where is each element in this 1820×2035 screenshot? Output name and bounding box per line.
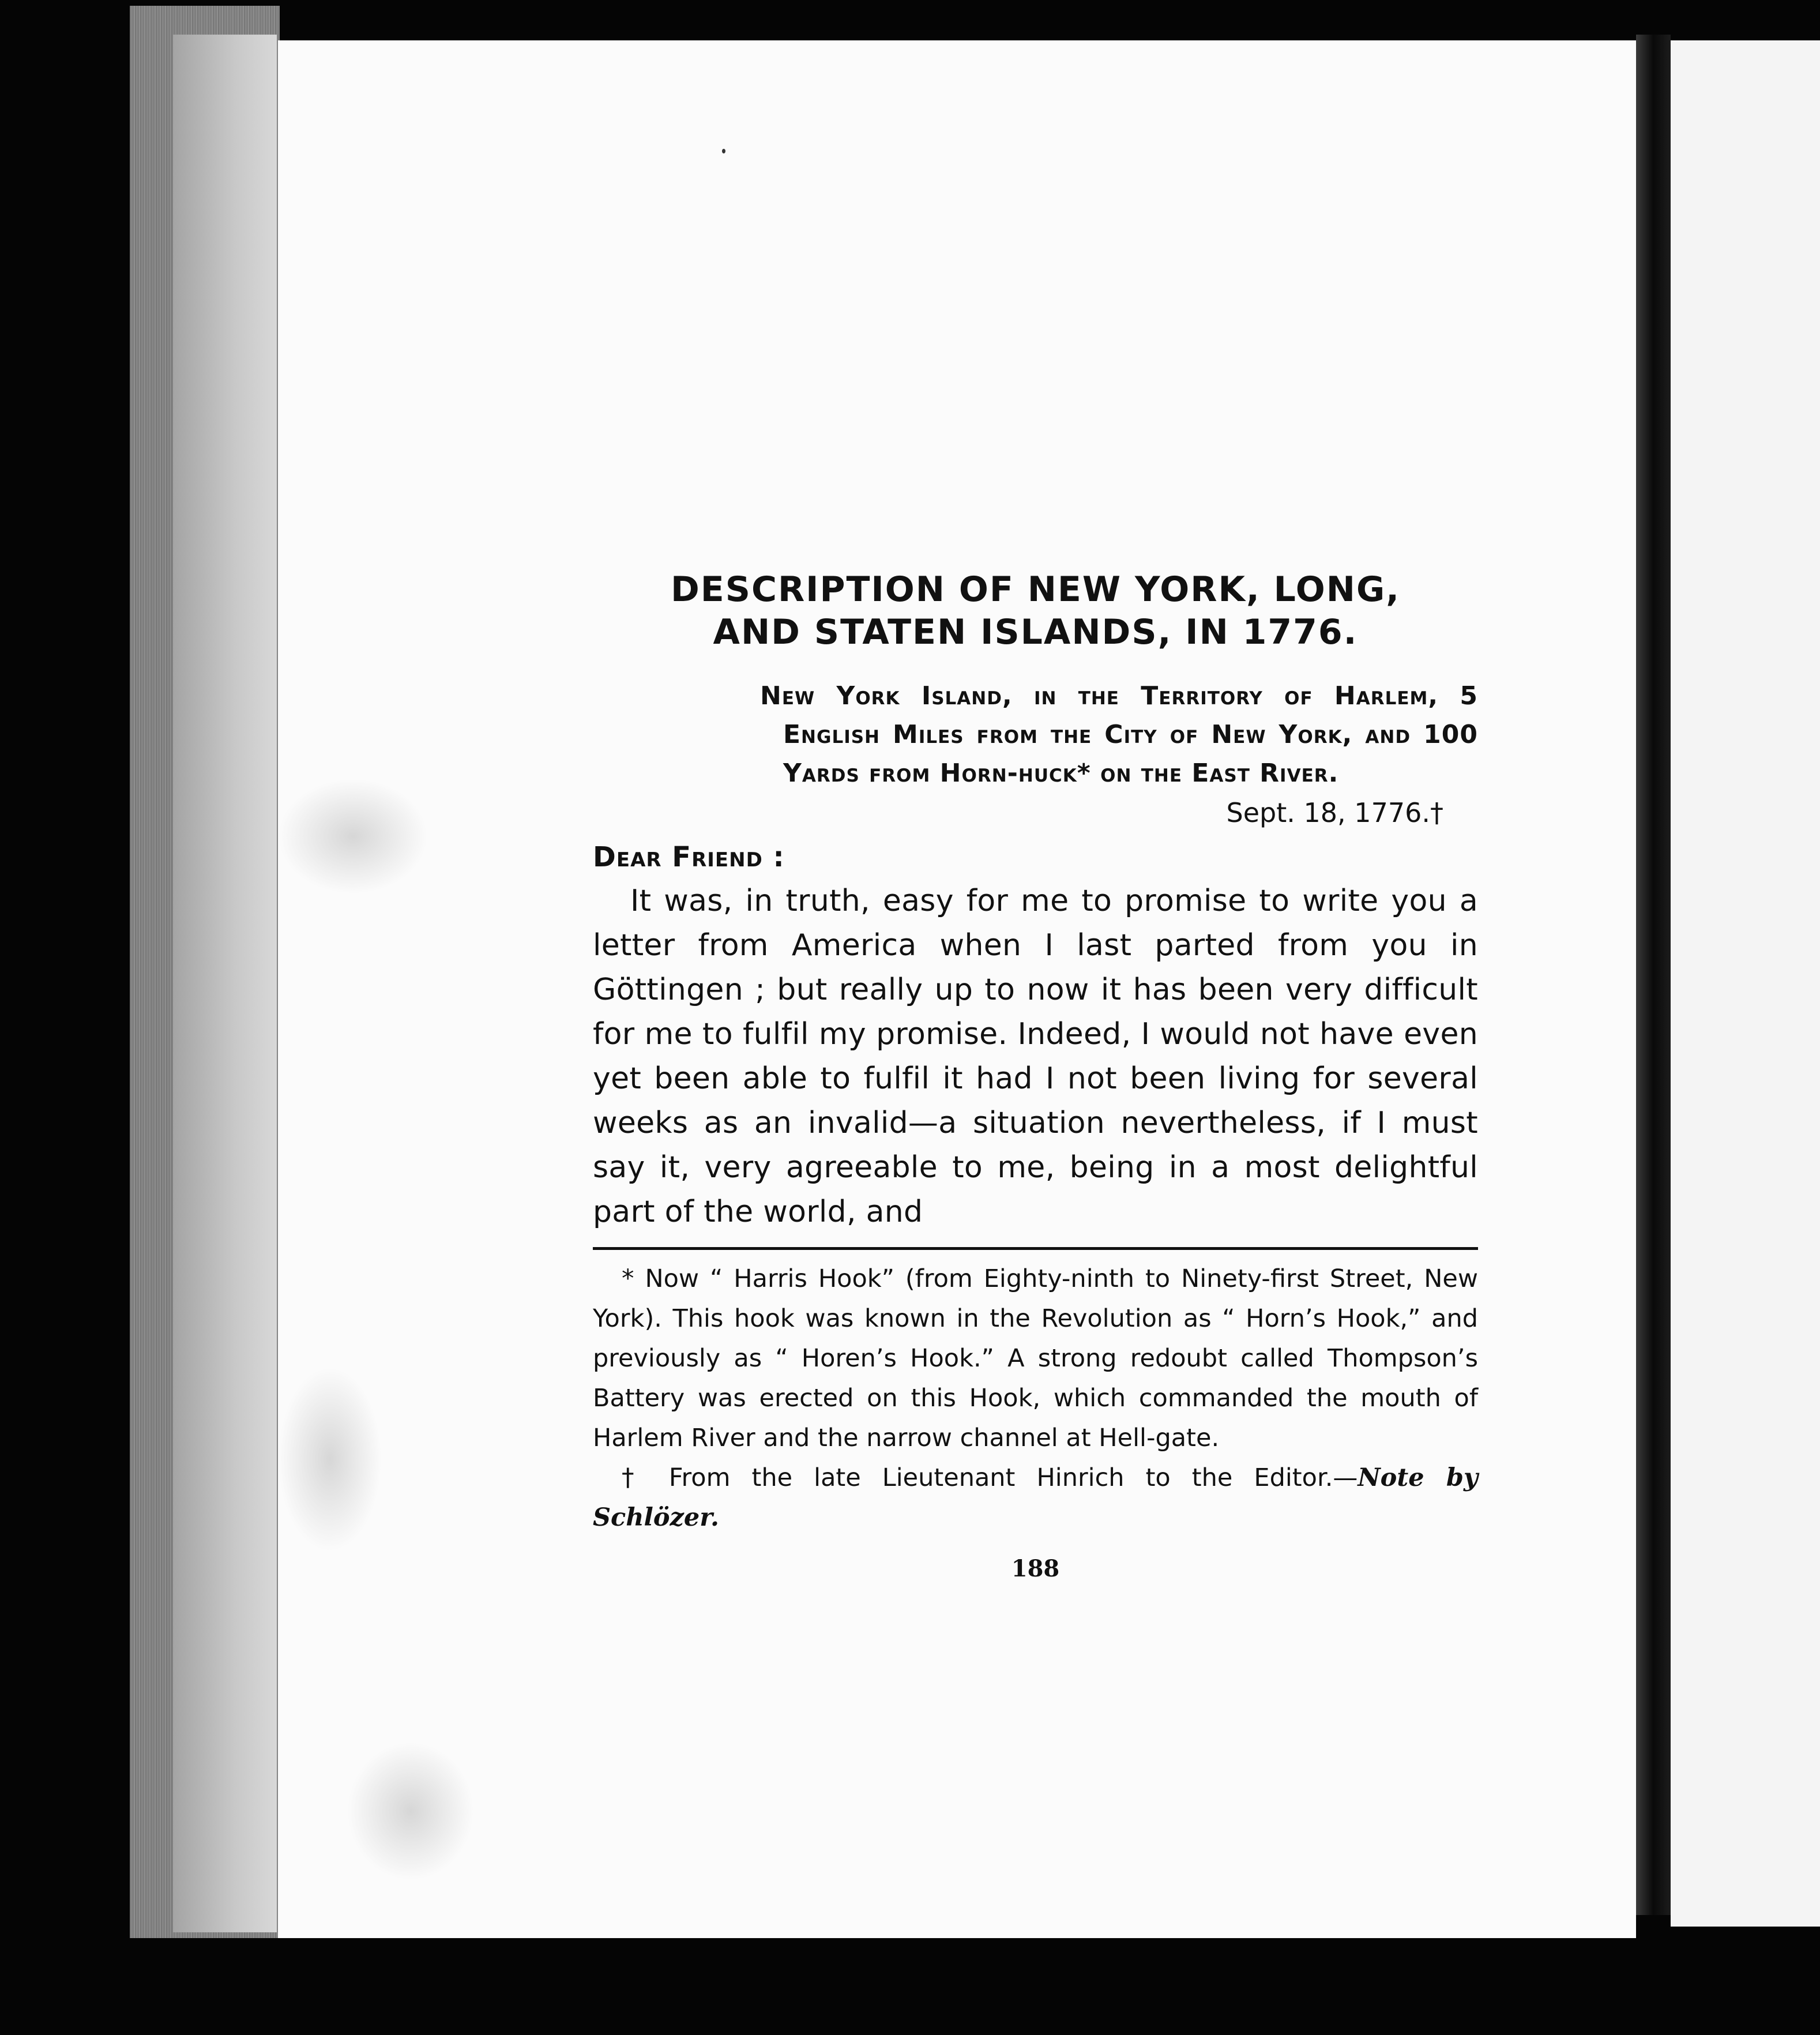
footnote-star: * Now “ Harris Hook” (from Eighty-ninth to Ninety-first Street, New York). This hook was known in the Revolution as “ Horn’s Hook,” and previously as “ Horen’s Hook.” A strong redoubt called Thompson’s Battery was erected on this Hook, which commanded the mouth of Harlem River and the narrow channel at Hell-gate. <box>593 1264 1478 1452</box>
margin-speck <box>722 149 725 153</box>
page-text-block <box>593 568 1478 1582</box>
footnote-dagger <box>593 1458 1478 1538</box>
smudge-stain <box>278 1367 382 1552</box>
smudge-stain <box>347 1742 474 1880</box>
book-gutter <box>1636 35 1671 1915</box>
page-edges-highlight <box>173 35 277 1932</box>
footnote-divider <box>593 1247 1478 1250</box>
letter-date: Sept. 18, 1776.† <box>1226 797 1443 828</box>
chapter-title-line-2: AND STATEN ISLANDS, IN 1776. <box>713 612 1358 652</box>
facing-page <box>1671 40 1820 1927</box>
footnote-dagger-text: † From the late Lieutenant Hinrich to the Editor.— <box>622 1463 1358 1492</box>
body-paragraph: It was, in truth, easy for me to promise to write you a letter from America when I last parted from you in Göttingen ; but really up to now it has been very difficult for me to fulfil my promise. Indeed, I would not have even yet been able to fulfil it had I not been living for several weeks as an invalid—a situation nevertheless, if I must say it, very agreeable to me, being in a most delightful part of the world, and <box>593 884 1478 1229</box>
smudge-stain <box>278 779 428 894</box>
letter-heading: New York Island, in the Territory of Harlem, 5 English Miles from the City of New York, and 100 Yards from Horn-huck* on the East River. <box>760 681 1478 788</box>
footnote-dagger-note: Note by Schlözer. <box>593 1463 1478 1532</box>
chapter-title-line-1: DESCRIPTION OF NEW YORK, LONG, <box>670 569 1401 610</box>
chapter-title <box>593 568 1478 654</box>
page-number: 188 <box>1011 1555 1060 1582</box>
salutation: Dear Friend : <box>593 841 785 873</box>
